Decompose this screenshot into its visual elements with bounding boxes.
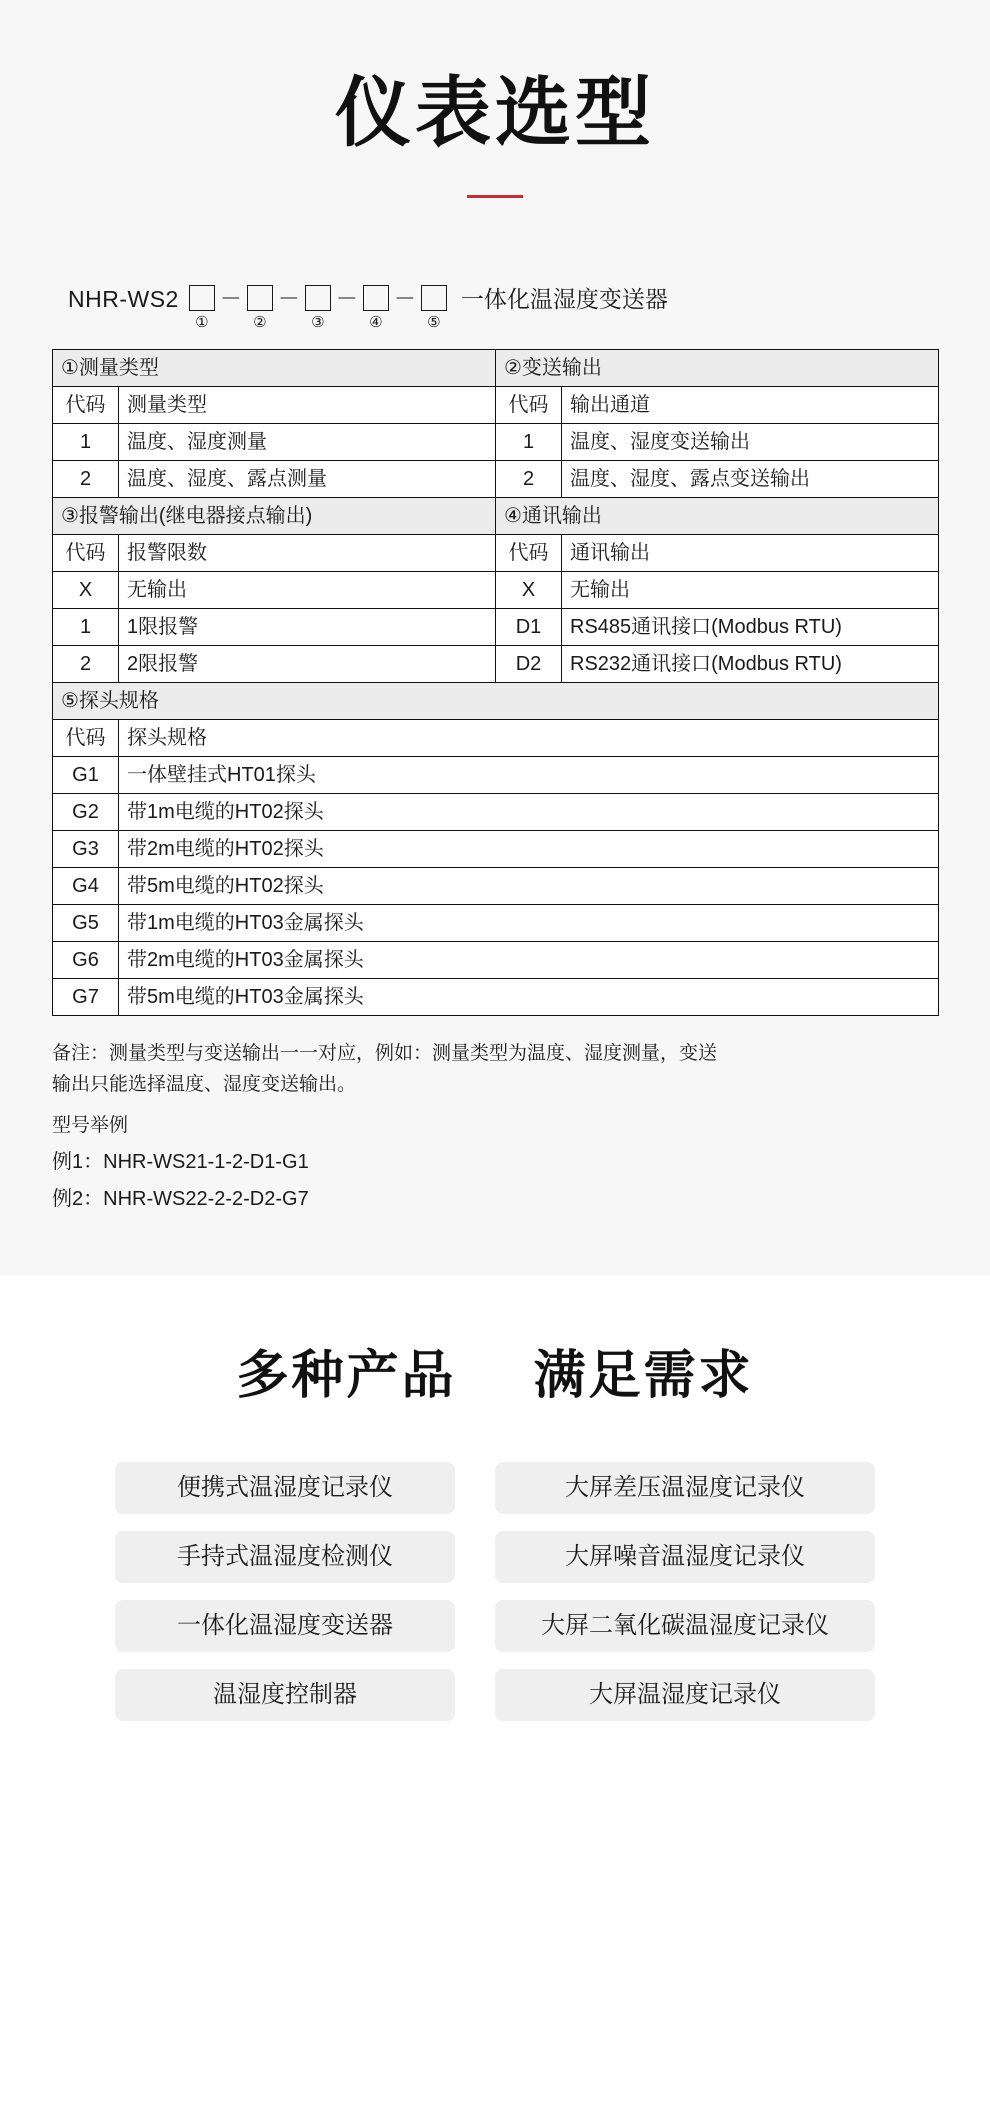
code-cell: 2 — [53, 461, 119, 498]
table-row — [53, 424, 939, 461]
value-cell: 带2m电缆的HT02探头 — [119, 831, 939, 868]
table-row — [53, 572, 939, 609]
model-code-box-3 — [305, 285, 331, 311]
col-header-code-5: 代码 — [53, 720, 119, 757]
value-cell: 带2m电缆的HT03金属探头 — [119, 942, 939, 979]
model-code-index-4: ④ — [369, 314, 383, 332]
group-header-3: ③报警输出(继电器接点输出) — [53, 498, 496, 535]
page-title: 仪表选型 — [335, 71, 655, 156]
value-cell: 1限报警 — [119, 609, 496, 646]
model-separator-1: － — [219, 286, 242, 312]
table-row — [53, 498, 939, 535]
product-item-bigscreen-differential-pressure[interactable]: 大屏差压温湿度记录仪 — [495, 1462, 875, 1514]
model-separator-4: － — [393, 286, 416, 312]
table-row — [53, 905, 939, 942]
table-row — [53, 979, 939, 1016]
product-item-bigscreen-co2[interactable]: 大屏二氧化碳温湿度记录仪 — [495, 1600, 875, 1652]
value-cell: 无输出 — [119, 572, 496, 609]
title-underline-divider — [467, 195, 523, 198]
product-item-portable-recorder[interactable]: 便携式温湿度记录仪 — [115, 1462, 455, 1514]
code-cell: X — [496, 572, 562, 609]
remark-line-1: 备注：测量类型与变送输出一一对应，例如：测量类型为温度、湿度测量，变送 — [52, 1043, 718, 1065]
code-cell: 1 — [496, 424, 562, 461]
code-cell: 2 — [496, 461, 562, 498]
remark-block — [52, 1038, 942, 1215]
model-code-group — [185, 282, 451, 331]
table-row — [53, 720, 939, 757]
col-header-value-4: 通讯输出 — [562, 535, 939, 572]
value-cell: 无输出 — [562, 572, 939, 609]
model-code-slot-1 — [185, 282, 219, 331]
table-row — [53, 942, 939, 979]
model-code-line — [0, 282, 990, 331]
model-code-index-3: ③ — [311, 314, 325, 332]
value-cell: 带1m电缆的HT03金属探头 — [119, 905, 939, 942]
product-column-right — [495, 1462, 875, 1721]
code-cell: G4 — [53, 868, 119, 905]
value-cell: 温度、湿度、露点测量 — [119, 461, 496, 498]
table-row — [53, 831, 939, 868]
code-cell: 1 — [53, 424, 119, 461]
code-cell: D2 — [496, 646, 562, 683]
code-cell: G3 — [53, 831, 119, 868]
product-grid — [0, 1462, 990, 1721]
value-cell: 温度、湿度变送输出 — [562, 424, 939, 461]
table-row — [53, 535, 939, 572]
specification-table — [52, 349, 939, 1016]
col-header-value-5: 探头规格 — [119, 720, 939, 757]
model-code-slot-4 — [359, 282, 393, 331]
table-row — [53, 609, 939, 646]
model-code-slot-5 — [417, 282, 451, 331]
product-item-controller[interactable]: 温湿度控制器 — [115, 1669, 455, 1721]
remark-line-2: 输出只能选择温度、湿度变送输出。 — [52, 1074, 357, 1096]
product-item-integrated-transmitter[interactable]: 一体化温湿度变送器 — [115, 1600, 455, 1652]
value-cell: 带5m电缆的HT02探头 — [119, 868, 939, 905]
col-header-value-2: 输出通道 — [562, 387, 939, 424]
code-cell: D1 — [496, 609, 562, 646]
code-cell: X — [53, 572, 119, 609]
table-row — [53, 461, 939, 498]
col-header-code-1: 代码 — [53, 387, 119, 424]
table-row — [53, 683, 939, 720]
code-cell: 2 — [53, 646, 119, 683]
example-1: 例1：NHR-WS21-1-2-D1-G1 — [52, 1151, 309, 1174]
model-code-index-5: ⑤ — [427, 314, 441, 332]
model-code-index-2: ② — [253, 314, 267, 332]
table-row — [53, 794, 939, 831]
col-header-value-3: 报警限数 — [119, 535, 496, 572]
product-item-bigscreen-noise[interactable]: 大屏噪音温湿度记录仪 — [495, 1531, 875, 1583]
col-header-code-4: 代码 — [496, 535, 562, 572]
code-cell: 1 — [53, 609, 119, 646]
model-separator-2: － — [277, 286, 300, 312]
code-cell: G5 — [53, 905, 119, 942]
value-cell: 带1m电缆的HT02探头 — [119, 794, 939, 831]
value-cell: RS485通讯接口(Modbus RTU) — [562, 609, 939, 646]
model-code-index-1: ① — [195, 314, 209, 332]
code-cell: G6 — [53, 942, 119, 979]
col-header-code-2: 代码 — [496, 387, 562, 424]
products-title-right: 满足需求 — [533, 1347, 754, 1406]
example-2: 例2：NHR-WS22-2-2-D2-G7 — [52, 1188, 309, 1211]
group-header-5: ⑤探头规格 — [53, 683, 939, 720]
col-header-code-3: 代码 — [53, 535, 119, 572]
model-code-box-1 — [189, 285, 215, 311]
table-row — [53, 757, 939, 794]
table-row — [53, 646, 939, 683]
group-header-1: ①测量类型 — [53, 350, 496, 387]
table-row — [53, 868, 939, 905]
products-title — [0, 1333, 990, 1408]
model-code-slot-3 — [301, 282, 335, 331]
value-cell: 一体壁挂式HT01探头 — [119, 757, 939, 794]
model-prefix: NHR-WS2 — [68, 286, 179, 313]
model-code-box-2 — [247, 285, 273, 311]
code-cell: G7 — [53, 979, 119, 1016]
example-title: 型号举例 — [52, 1115, 129, 1137]
product-item-handheld-detector[interactable]: 手持式温湿度检测仪 — [115, 1531, 455, 1583]
group-header-4: ④通讯输出 — [496, 498, 939, 535]
table-row — [53, 350, 939, 387]
code-cell: G2 — [53, 794, 119, 831]
value-cell: 温度、湿度测量 — [119, 424, 496, 461]
group-header-2: ②变送输出 — [496, 350, 939, 387]
table-row — [53, 387, 939, 424]
product-item-bigscreen-humidity[interactable]: 大屏温湿度记录仪 — [495, 1669, 875, 1721]
value-cell: 带5m电缆的HT03金属探头 — [119, 979, 939, 1016]
products-section — [0, 1275, 990, 1791]
value-cell: RS232通讯接口(Modbus RTU) — [562, 646, 939, 683]
col-header-value-1: 测量类型 — [119, 387, 496, 424]
code-cell: G1 — [53, 757, 119, 794]
model-suffix: 一体化温湿度变送器 — [460, 286, 668, 313]
model-code-box-5 — [421, 285, 447, 311]
model-separator-3: － — [335, 286, 358, 312]
model-code-slot-2 — [243, 282, 277, 331]
value-cell: 2限报警 — [119, 646, 496, 683]
value-cell: 温度、湿度、露点变送输出 — [562, 461, 939, 498]
product-column-left — [115, 1462, 455, 1721]
model-code-box-4 — [363, 285, 389, 311]
products-title-left: 多种产品 — [236, 1347, 457, 1406]
